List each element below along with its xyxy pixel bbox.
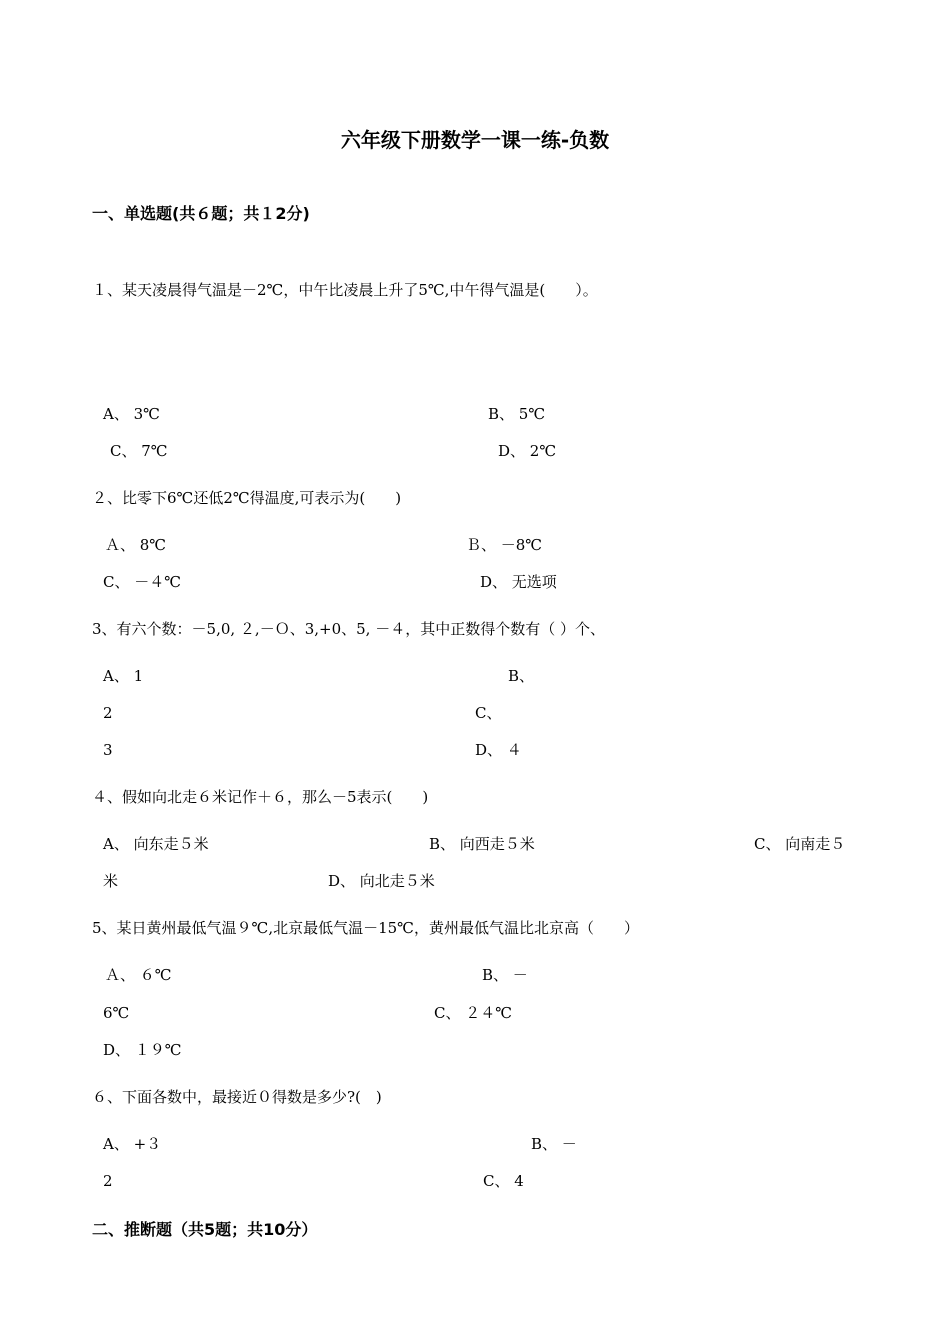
question-3-option-b: B、 bbox=[508, 667, 535, 685]
question-3-option-c: C、 bbox=[475, 704, 502, 722]
section-heading-judgement: 二、推断题（共5题；共10分） bbox=[92, 1220, 318, 1239]
question-1-option-d: D、 2℃ bbox=[498, 442, 557, 460]
question-2-option-c: C、 －４℃ bbox=[103, 573, 182, 591]
question-5-option-c: C、 ２４℃ bbox=[434, 1004, 513, 1022]
document-title: 六年级下册数学一课一练-负数 bbox=[340, 128, 610, 152]
question-4-stem: ４、假如向北走６米记作＋６，那么－5表示( ) bbox=[92, 788, 429, 806]
question-2-option-a: Ａ、 8℃ bbox=[105, 536, 167, 554]
question-1-option-c: C、 7℃ bbox=[110, 442, 168, 460]
question-3-option-d: D、 ４ bbox=[475, 741, 522, 759]
question-6-stem: ６、下面各数中，最接近０得数是多少?( ) bbox=[92, 1088, 382, 1106]
question-4-option-a: A、 向东走５米 bbox=[103, 835, 209, 853]
question-6-option-b-value: 2 bbox=[103, 1172, 113, 1190]
question-6-option-c: C、 4 bbox=[483, 1172, 524, 1190]
question-4-option-c-continued: 米 bbox=[103, 872, 119, 890]
question-1-option-b: B、 5℃ bbox=[488, 405, 546, 423]
question-5-option-d: D、 １９℃ bbox=[103, 1041, 182, 1059]
question-3-option-b-value: 2 bbox=[103, 704, 113, 722]
question-1-option-a: A、 3℃ bbox=[103, 405, 160, 423]
section-heading-single-choice: 一、单选题(共６题；共１2分) bbox=[92, 204, 310, 223]
question-3-stem: 3、有六个数：－5,0, ２,－Ｏ、3,+0、5, －４，其中正数得个数有（ ）个、 bbox=[92, 620, 605, 638]
question-5-stem: 5、某日黄州最低气温９℃,北京最低气温－15℃，黄州最低气温比北京高（ ） bbox=[92, 919, 639, 937]
question-2-option-b: Ｂ、 －8℃ bbox=[466, 536, 543, 554]
question-2-option-d: D、 无选项 bbox=[480, 573, 557, 591]
question-4-option-d: D、 向北走５米 bbox=[328, 872, 435, 890]
question-2-stem: ２、比零下6℃还低2℃得温度,可表示为( ) bbox=[92, 489, 402, 507]
question-5-option-b-value: 6℃ bbox=[103, 1004, 130, 1022]
question-6-option-b: B、 － bbox=[531, 1135, 577, 1153]
question-4-option-b: B、 向西走５米 bbox=[429, 835, 535, 853]
question-1-stem: １、某天凌晨得气温是－2℃，中午比凌晨上升了5℃,中午得气温是( ）。 bbox=[92, 281, 598, 299]
question-5-option-a: Ａ、 ６℃ bbox=[105, 966, 172, 984]
question-3-option-c-value: 3 bbox=[103, 741, 113, 759]
question-3-option-a: A、 1 bbox=[103, 667, 144, 685]
question-5-option-b: B、 － bbox=[482, 966, 528, 984]
question-6-option-a: A、 +３ bbox=[103, 1135, 162, 1153]
question-4-option-c: C、 向南走５ bbox=[754, 835, 846, 853]
